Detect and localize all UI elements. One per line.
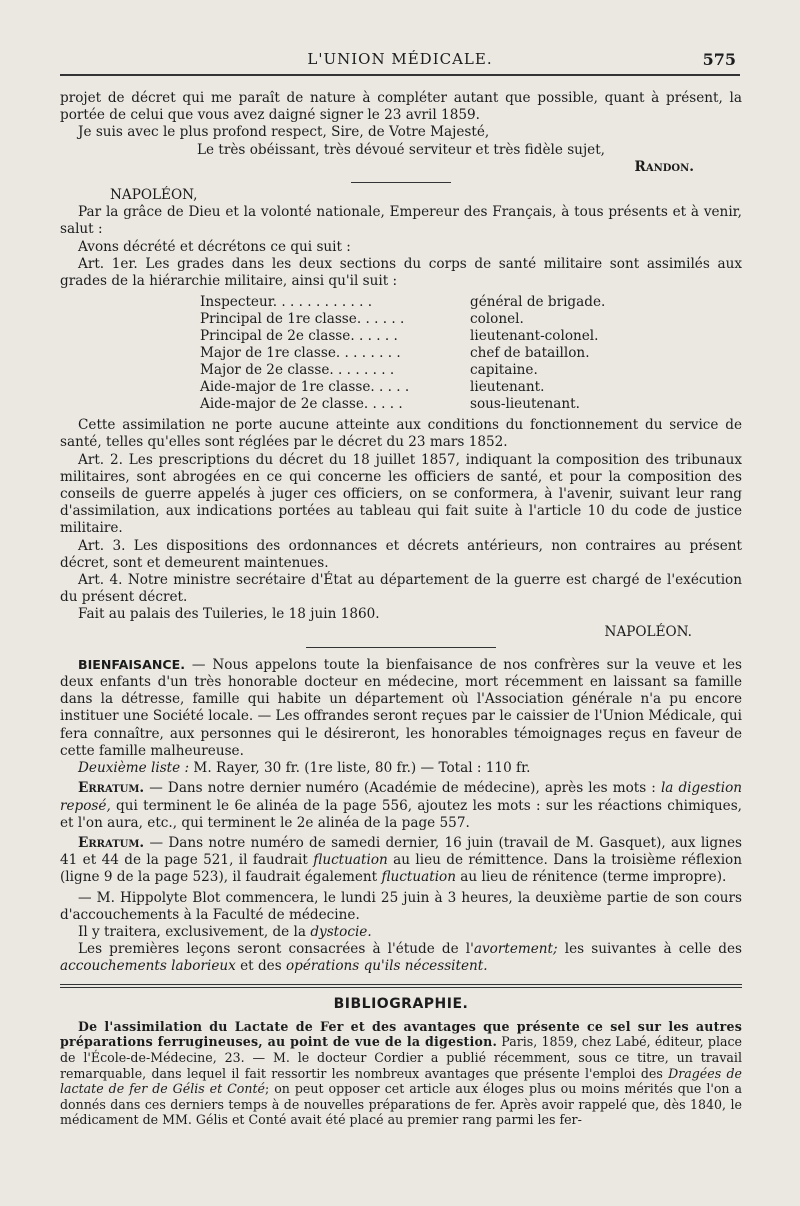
blot-dystocie <box>60 924 742 941</box>
erratum-text: au lieu de rémittence. Dans la troisième réflexion (ligne 9 de la page 523), il faudrait également <box>60 852 742 886</box>
grade-sante: Aide-major de 2e classe. . . . . <box>200 396 403 413</box>
decree-grace: Par la grâce de Dieu et la volonté nationale, Empereur des Français, à tous présents et à venir, salut : <box>60 204 742 238</box>
grade-sante: Principal de 1re classe. . . . . . <box>200 311 405 328</box>
erratum-label: Erratum. <box>78 834 145 851</box>
decree-signature: NAPOLÉON. <box>604 623 692 640</box>
article-2: Art. 2. Les prescriptions du décret du 18 juillet 1857, indiquant la composition des tribunaux militaires, sont abrogées en ce qui concerne les officiers de santé, et pour la composition des conseils de guerre appelés à juger ces officiers, on se conformera, à l'avenir, suivant leur rang d'assimilation, aux indications portées au tableau qui fait suite à l'article 10 du code de justice militaire. <box>60 451 742 537</box>
bienfaisance-paragraph <box>60 656 742 760</box>
grade-militaire: sous-lieutenant. <box>470 396 580 413</box>
blot-italic: dystocie. <box>310 923 372 940</box>
section-double-rule <box>60 984 742 988</box>
grades-table <box>200 294 605 413</box>
bienfaisance-label: BIENFAISANCE. <box>78 656 186 672</box>
grade-row <box>200 379 605 396</box>
grade-sante: Major de 2e classe. . . . . . . . <box>200 362 395 379</box>
blot-italic: avortement; <box>473 941 558 958</box>
liste-text: M. Rayer, 30 fr. (1re liste, 80 fr.) — Total : 110 fr. <box>189 760 531 777</box>
running-header: L'UNION MÉDICALE. <box>307 50 493 68</box>
separator-rule <box>351 182 451 183</box>
grade-row <box>200 396 605 413</box>
erratum-text: qui terminent le 6e alinéa de la page 556, ajoutez les mots : sur les réactions chimiques, et l'on aura, etc., qui terminent le 2e alinéa de la page 557. <box>60 797 742 831</box>
blot-text: et des <box>235 958 286 975</box>
obeissant-line: Le très obéissant, très dévoué serviteur et très fidèle sujet, <box>197 141 605 158</box>
erratum-italic: la digestion reposé, <box>60 780 743 814</box>
separator-rule <box>306 647 496 648</box>
article-4: Art. 4. Notre ministre secrétaire d'État au département de la guerre est chargé de l'exécution du présent décret. <box>60 572 742 606</box>
blot-text: les suivantes à celle des <box>557 941 742 958</box>
grade-row <box>200 294 605 311</box>
article-3: Art. 3. Les dispositions des ordonnances et décrets antérieurs, non contraires au présent décret, sont et demeurent maintenues. <box>60 537 742 571</box>
grade-row <box>200 311 605 328</box>
page-number: 575 <box>702 50 736 69</box>
grade-militaire: général de brigade. <box>470 294 606 311</box>
erratum-text: — Dans notre numéro de samedi dernier, 16 juin (travail de M. Gasquet), aux lignes 41 et 44 de la page 521, il faudrait <box>60 834 742 869</box>
erratum-2 <box>60 835 742 887</box>
grade-sante: Major de 1re classe. . . . . . . . <box>200 345 401 362</box>
liste-label: Deuxième liste : <box>78 760 190 777</box>
erratum-italic: fluctuation <box>381 869 456 886</box>
grade-row <box>200 345 605 362</box>
bibliographie-title-text: De l'assimilation du Lactate de Fer et des avantages que présente ce sel sur les autres préparations ferrugineuses, au point de vue de la digestion. <box>60 1018 742 1050</box>
blot-paragraph: — M. Hippolyte Blot commencera, le lundi 25 juin à 3 heures, la deuxième partie de son cours d'accouchements à la Faculté de médecine. <box>60 889 742 923</box>
respect-line: Je suis avec le plus profond respect, Sire, de Votre Majesté, <box>78 124 490 141</box>
erratum-italic: fluctuation <box>313 852 388 869</box>
deuxieme-liste <box>60 760 742 777</box>
bibliographie-paragraph <box>60 1019 742 1128</box>
blot-text: Il y traitera, exclusivement, de la <box>78 923 311 940</box>
bibliographie-heading: BIBLIOGRAPHIE. <box>333 995 469 1012</box>
grade-militaire: capitaine. <box>470 362 538 379</box>
erratum-label: Erratum. <box>78 780 145 797</box>
blot-lecons <box>60 941 742 975</box>
grade-row <box>200 362 605 379</box>
blot-italic: opérations qu'ils nécessitent. <box>286 958 488 975</box>
grade-militaire: chef de bataillon. <box>470 345 590 362</box>
blot-italic: accouchements laborieux <box>60 958 236 975</box>
erratum-text: au lieu de rénitence (terme impropre). <box>455 869 727 886</box>
decree-napoleon: NAPOLÉON, <box>110 187 198 204</box>
page-body <box>60 90 742 1128</box>
grade-sante: Inspecteur. . . . . . . . . . . . <box>200 294 373 311</box>
grade-sante: Principal de 2e classe. . . . . . <box>200 328 398 345</box>
grade-row <box>200 328 605 345</box>
blot-text: Les premières leçons seront consacrées à l'étude de l' <box>78 941 474 958</box>
grade-militaire: colonel. <box>470 311 524 328</box>
erratum-text: — Dans notre dernier numéro (Académie de médecine), après les mots : <box>144 780 661 797</box>
bibliographie-italic: Dragées de lactate de fer de Gélis et Conté <box>60 1065 742 1097</box>
grade-militaire: lieutenant-colonel. <box>470 328 599 345</box>
bienfaisance-text: — Nous appelons toute la bienfaisance de nos confrères sur la veuve et les deux enfants d'un très honorable docteur en médecine, mort récemment en laissant sa famille dans la détresse, famille qui habite un département où l'Association générale n'a pu encore instituer une Société locale. — Les offrandes seront reçues par le caissier de l'Union Médicale, qui fera connaître, aux personnes qui le désireront, les honorables témoignages reçus en faveur de cette famille malheureuse. <box>60 656 742 759</box>
grade-sante: Aide-major de 1re classe. . . . . <box>200 379 410 396</box>
header-rule <box>60 74 740 76</box>
decree-avons: Avons décrété et décrétons ce qui suit : <box>78 238 351 255</box>
bibliographie-text: Paris, 1859, chez Labé, éditeur, place de l'École-de-Médecine, 23. — M. le docteur Cordier a publié récemment, sous ce titre, un travail remarquable, dans lequel il fait ressortir les nombreux avantages que présente l'emploi des <box>60 1034 742 1081</box>
fait-au-palais: Fait au palais des Tuileries, le 18 juin 1860. <box>78 606 380 623</box>
erratum-1 <box>60 780 742 832</box>
signature-randon: Randon. <box>634 158 694 175</box>
article-1: Art. 1er. Les grades dans les deux sections du corps de santé militaire sont assimilés aux grades de la hiérarchie militaire, ainsi qu'il suit : <box>60 255 742 290</box>
assimilation-paragraph: Cette assimilation ne porte aucune atteinte aux conditions du fonctionnement du service de santé, telles qu'elles sont réglées par le décret du 23 mars 1852. <box>60 417 742 451</box>
grade-militaire: lieutenant. <box>470 379 545 396</box>
intro-paragraph: projet de décret qui me paraît de nature à compléter autant que possible, quant à présent, la portée de celui que vous avez daigné signer le 23 avril 1859. <box>60 90 742 124</box>
bibliographie-text: ; on peut opposer cet article aux éloges plus ou moins mérités que l'on a donnés dans ces derniers temps à de nouvelles préparations de fer. Après avoir rappelé que, dès 1840, le médicament de MM. Gélis et Conté avait été placé au premier rang parmi les fer- <box>60 1081 742 1128</box>
